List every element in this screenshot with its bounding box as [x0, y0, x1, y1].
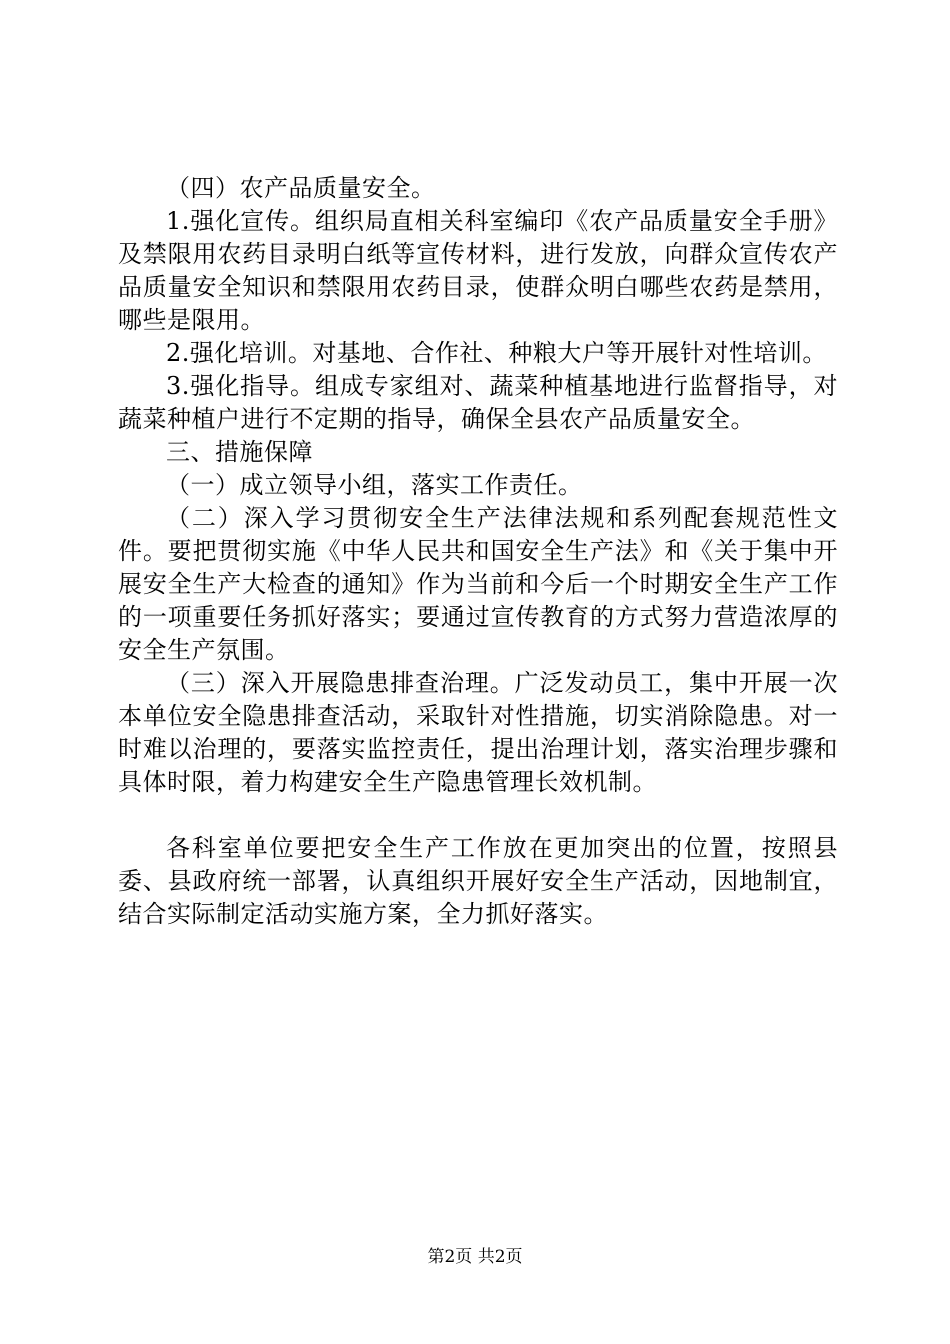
paragraph-safety-law-study: （二）深入学习贯彻安全生产法律法规和系列配套规范性文件。要把贯彻实施《中华人民共和国安全生产法》和《关于集中开展安全生产大检查的通知》作为当前和今后一个时期安全生产工作的一项重要任务抓好落实；要通过宣传教育的方式努力营造浓厚的安全生产氛围。	[118, 504, 838, 664]
section-heading-agri-quality: （四）农产品质量安全。	[166, 174, 436, 202]
paragraph-training: 2.强化培训。对基地、合作社、种粮大户等开展针对性培训。	[166, 339, 827, 367]
paragraph-leadership-group: （一）成立领导小组，落实工作责任。	[166, 471, 583, 499]
section-heading-measures: 三、措施保障	[166, 438, 313, 466]
document-body	[118, 172, 838, 931]
page-number-footer: 第2页 共2页	[427, 1247, 523, 1267]
paragraph-conclusion: 各科室单位要把安全生产工作放在更加突出的位置，按照县委、县政府统一部署，认真组织开展好安全生产活动，因地制宜，结合实际制定活动实施方案，全力抓好落实。	[118, 834, 838, 928]
paragraph-hazard-inspection: （三）深入开展隐患排查治理。广泛发动员工，集中开展一次本单位安全隐患排查活动，采取针对性措施，切实消除隐患。对一时难以治理的，要落实监控责任，提出治理计划，落实治理步骤和具体时限，着力构建安全生产隐患管理长效机制。	[118, 669, 838, 796]
paragraph-guidance: 3.强化指导。组成专家组对、蔬菜种植基地进行监督指导，对蔬菜种植户进行不定期的指导，确保全县农产品质量安全。	[118, 372, 838, 433]
paragraph-publicity: 1.强化宣传。组织局直相关科室编印《农产品质量安全手册》及禁限用农药目录明白纸等宣传材料，进行发放，向群众宣传农产品质量安全知识和禁限用农药目录，使群众明白哪些农药是禁用，哪些是限用。	[118, 207, 838, 334]
